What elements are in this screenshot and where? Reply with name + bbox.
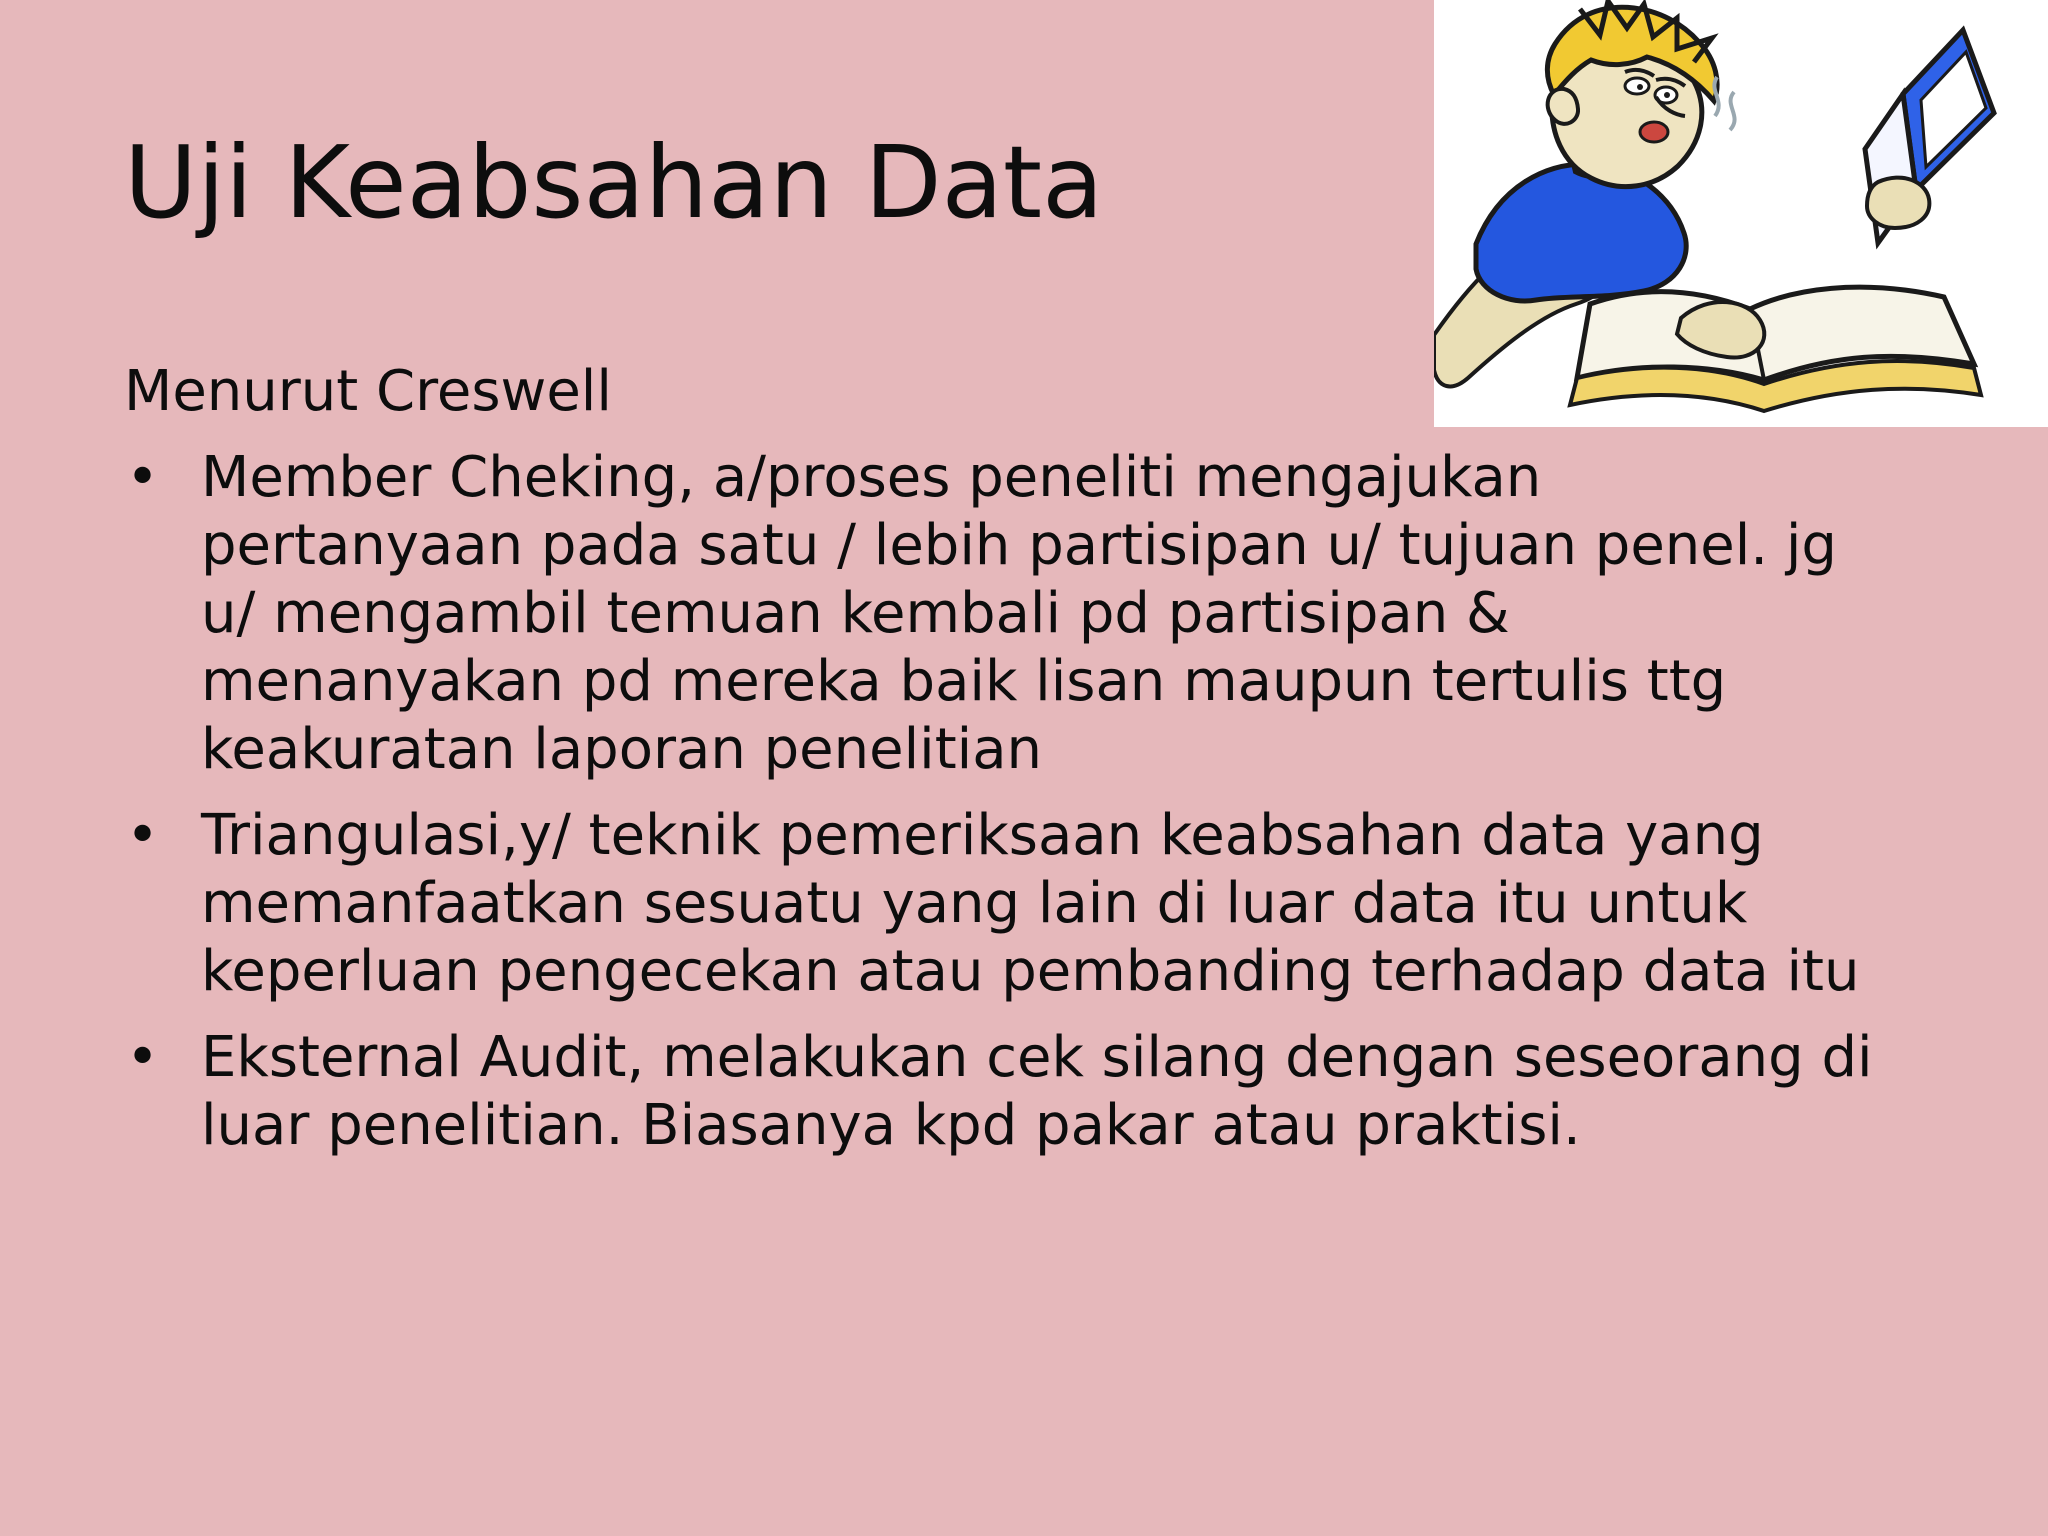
bullet-text-line: Eksternal Audit, melakukan cek silang dengan seseorang di [201,1025,1873,1090]
bullet-list [124,444,1924,1160]
bullet-text-line: Member Cheking, a/proses peneliti mengajukan [201,445,1542,510]
bullet-item-member-checking [124,444,1924,784]
bullet-icon: • [126,803,160,868]
bullet-item-eksternal-audit [124,1024,1924,1160]
bullet-text-line: pertanyaan pada satu / lebih partisipan u/ tujuan penel. jg [201,513,1837,578]
bullet-text-line: Triangulasi,y/ teknik pemeriksaan keabsahan data yang [201,803,1764,868]
bullet-text-line: luar penelitian. Biasanya kpd pakar atau praktisi. [201,1093,1581,1158]
bullet-text-line: menanyakan pd mereka baik lisan maupun tertulis ttg [201,649,1727,714]
bullet-text-line: u/ mengambil temuan kembali pd partisipan & [201,581,1510,646]
bullet-text-line: keperluan pengecekan atau pembanding terhadap data itu [201,939,1860,1004]
slide-subtitle: Menurut Creswell [124,359,612,424]
bullet-icon: • [126,1025,160,1090]
student-reading-book-icon [1434,0,2048,427]
slide-content [124,358,1924,1178]
bullet-text-line: keakuratan laporan penelitian [201,717,1043,782]
bullet-text-line: memanfaatkan sesuatu yang lain di luar data itu untuk [201,871,1748,936]
bullet-item-triangulasi [124,802,1924,1006]
slide-title: Uji Keabsahan Data [124,124,1104,241]
bullet-icon: • [126,445,160,510]
